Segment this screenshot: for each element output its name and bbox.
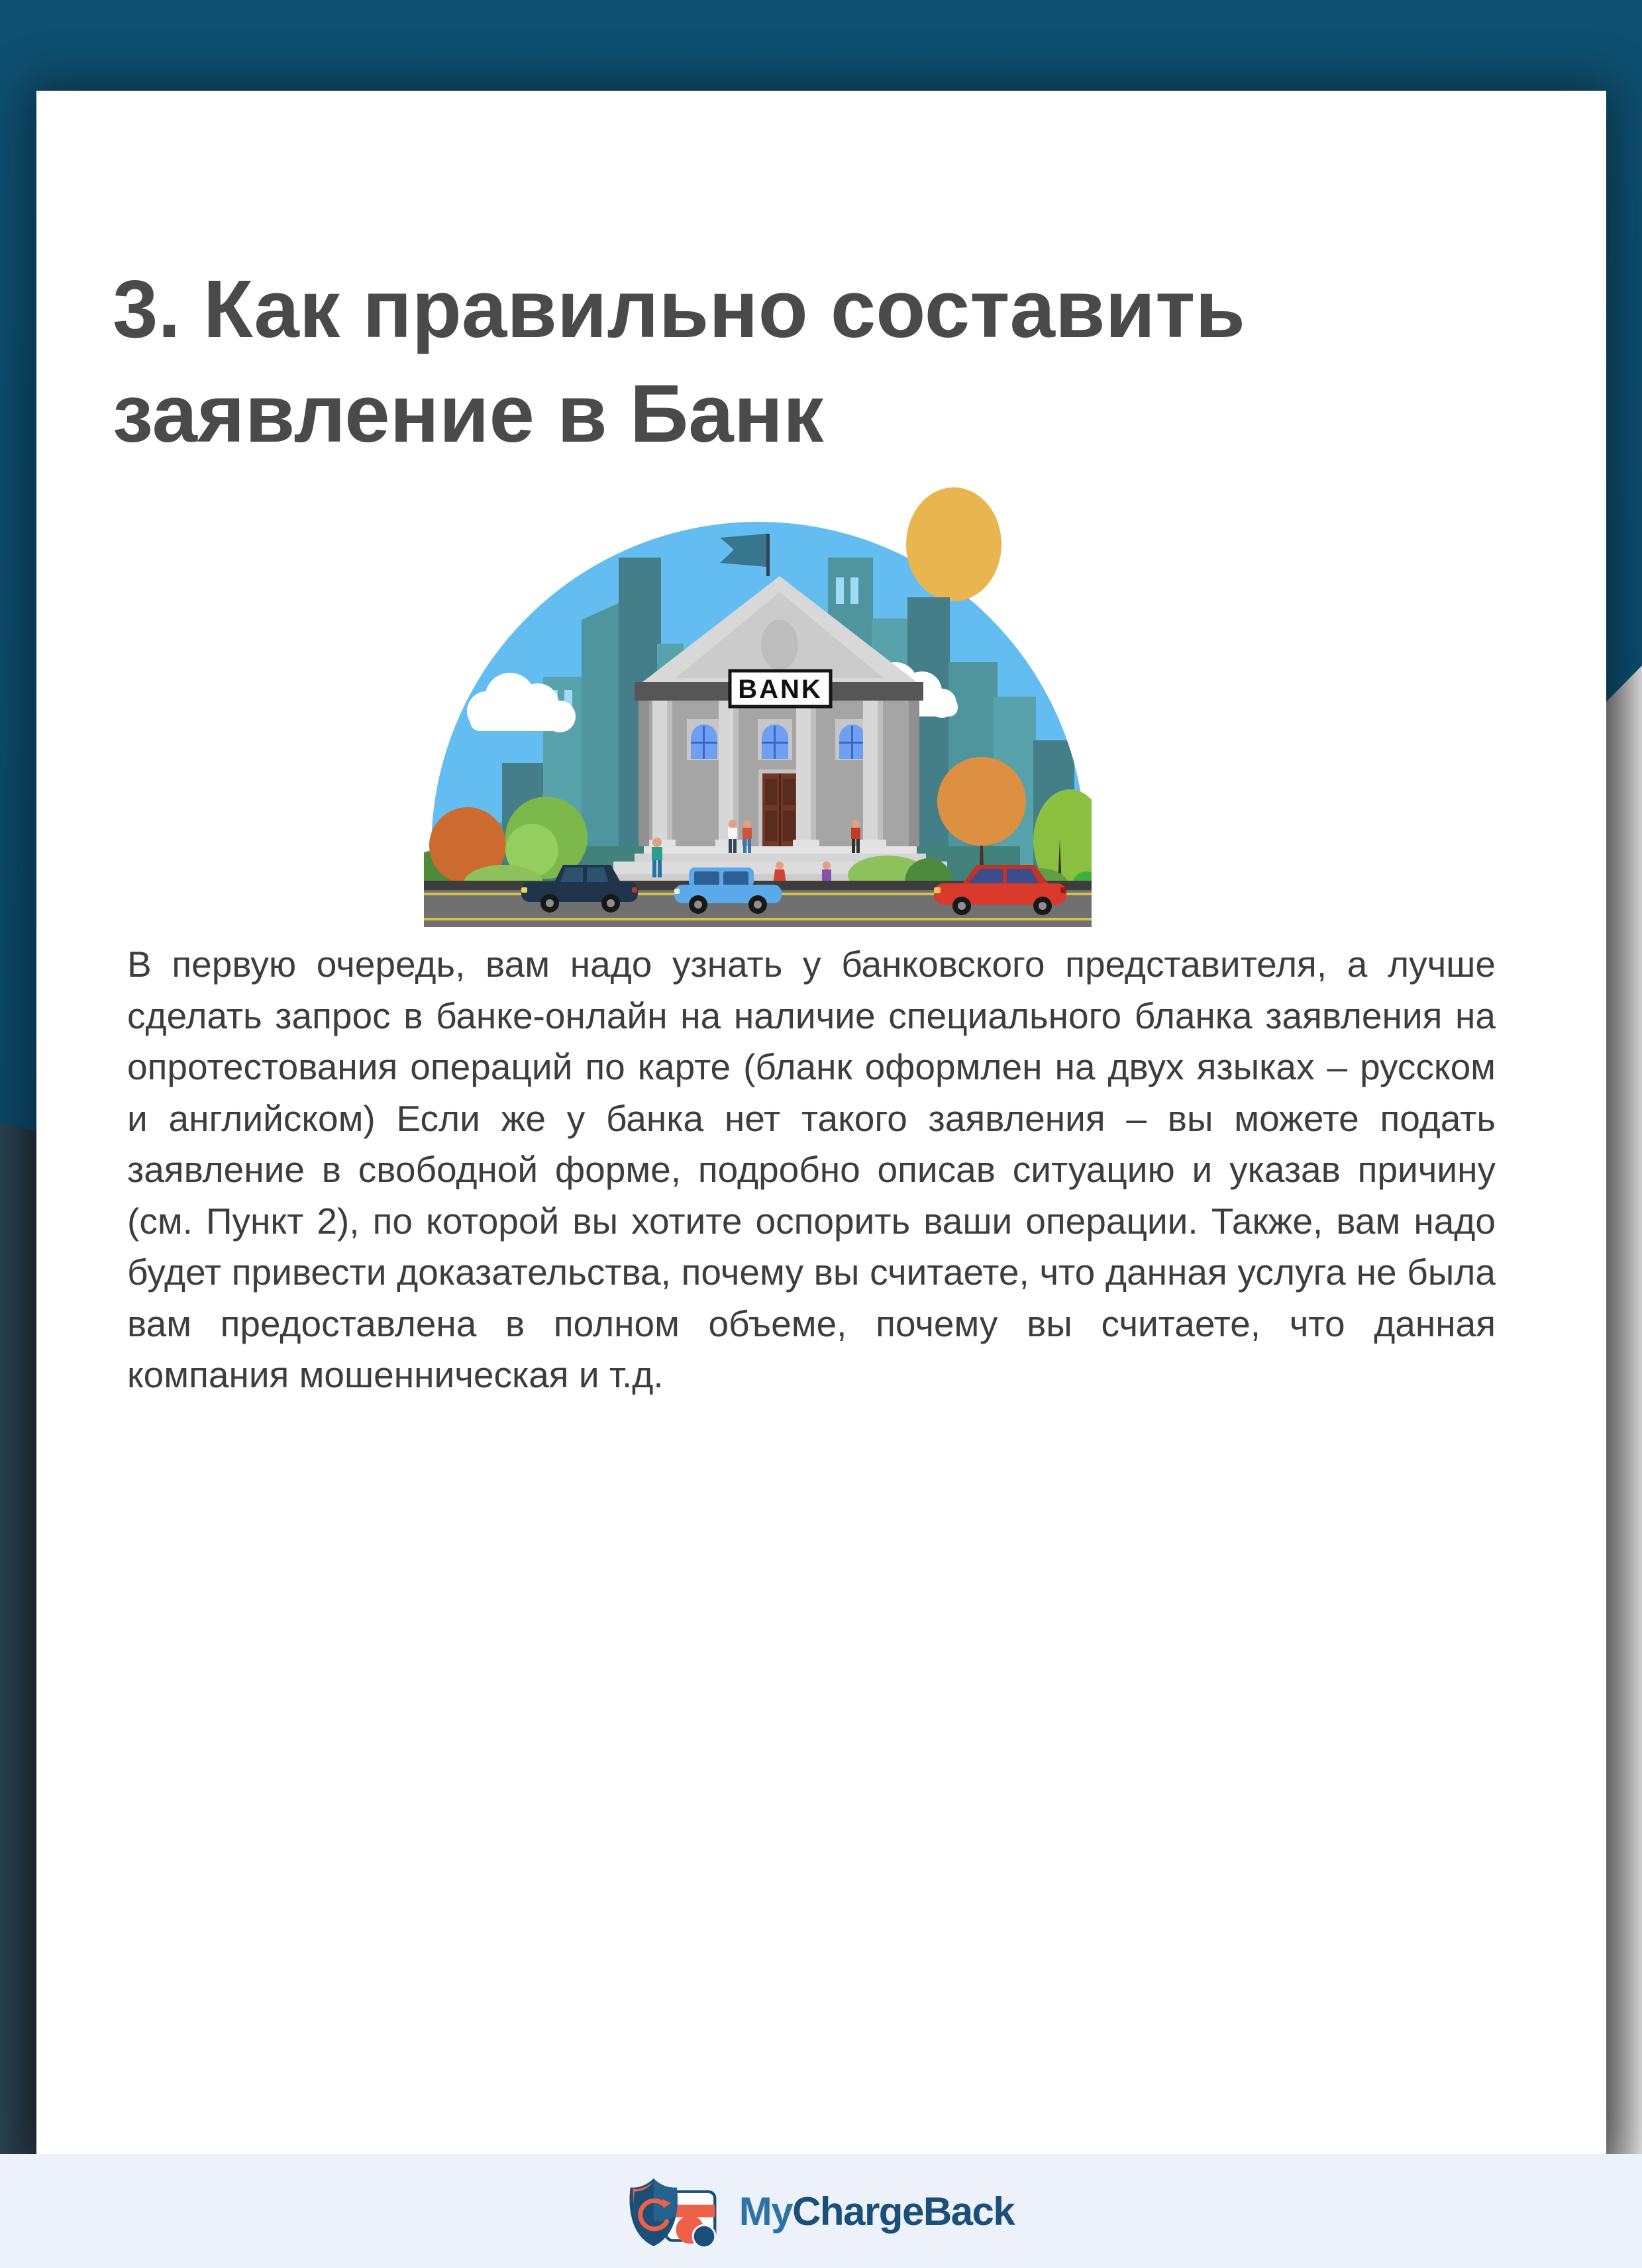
- page-title-line1: 3. Как правильно составить: [113, 264, 1245, 355]
- page-title: [113, 258, 1530, 467]
- mychargeback-logo-icon: [628, 2165, 727, 2257]
- bank-door: [758, 769, 802, 846]
- page-title-line2: заявление в Банк: [113, 369, 824, 460]
- wordmark-chargeback: ChargeBack: [792, 2189, 1015, 2234]
- flag-pole: [766, 534, 770, 576]
- wordmark-my: My: [739, 2189, 793, 2234]
- bank-sign-text: BANK: [738, 675, 823, 704]
- mychargeback-wordmark: [739, 2189, 1015, 2234]
- white-page: [36, 91, 1606, 2154]
- footer-band: [0, 2154, 1642, 2268]
- bank-illustration: [424, 478, 1092, 927]
- coin-navy: [693, 2225, 715, 2247]
- arched-windows: [687, 719, 870, 760]
- body-paragraph: В первую очередь, вам надо узнать у банковского представителя, а лучше сделать запрос в банке-онлайн на наличие специального бланка заявления на опротестования операций по карте (бланк оформлен на двух языках – русском и английском) Если же у банка нет такого заявления – вы можете подать заявление в свободной форме, подробно описав ситуацию и указав причину (см. Пункт 2), по которой вы хотите оспорить ваши операции. Также, вам надо будет привести доказательства, почему вы считаете, что данная услуга не была вам предоставлена в полном объеме, почему вы считаете, что данная компания мошенническая и т.д.: [127, 944, 1496, 1395]
- bank-sign: [730, 671, 831, 707]
- sun: [906, 487, 1001, 601]
- pediment-window: [761, 620, 798, 670]
